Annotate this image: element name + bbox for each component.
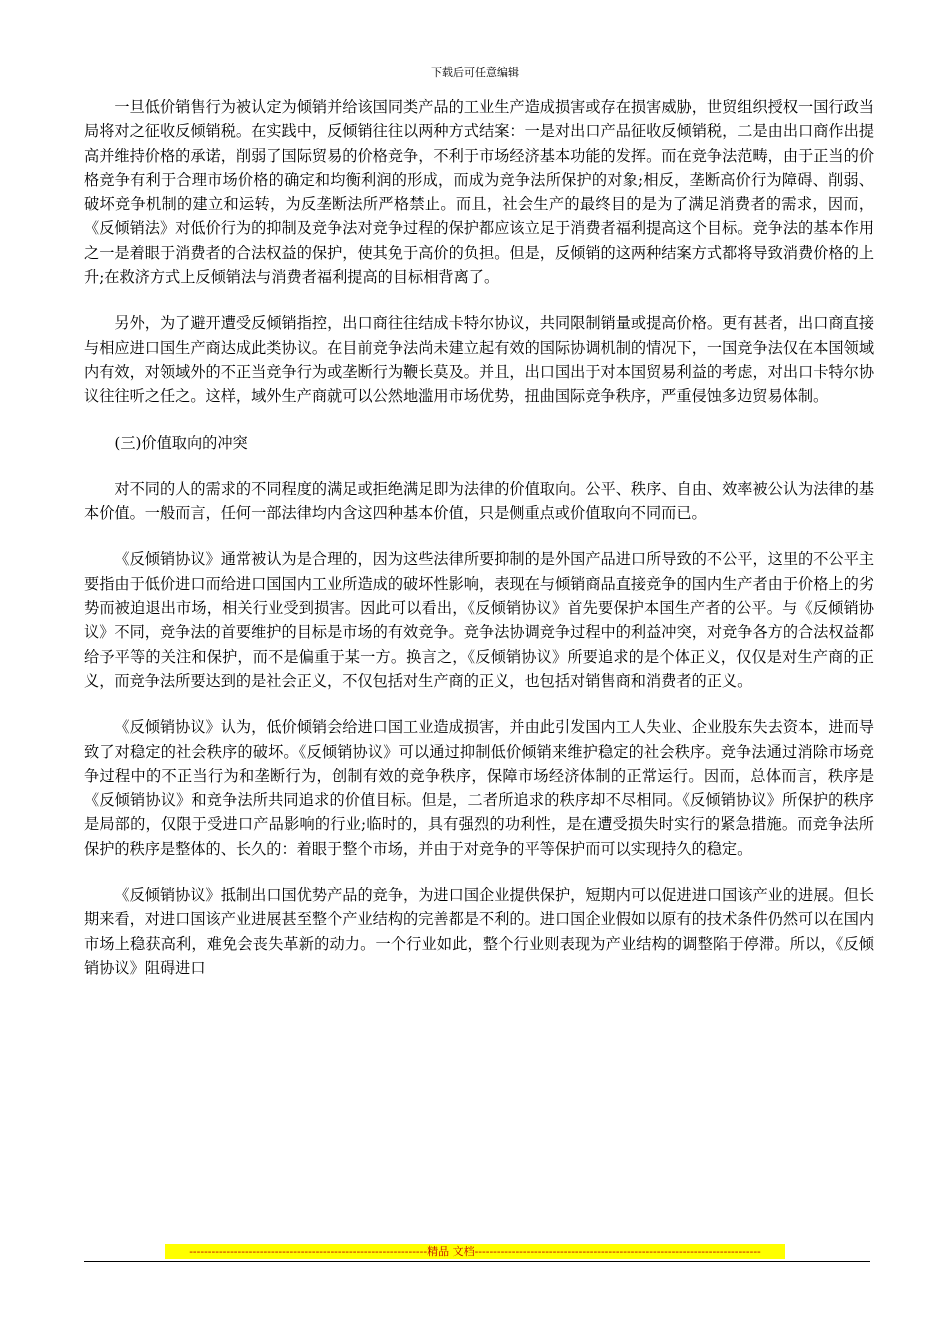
section-heading-value-conflict: (三)价值取向的冲突 bbox=[114, 433, 248, 452]
document-body bbox=[84, 95, 874, 1002]
page-header-note: 下载后可任意编辑 bbox=[431, 66, 519, 79]
paragraph-fairness: 《反倾销协议》通常被认为是合理的，因为这些法律所要抑制的是外国产品进口所导致的不公平，这里的不公平主要指由于低价进口而给进口国国内工业所造成的破坏性影响，表现在与倾销商品直接竞争的国内生产者由于价格上的劣势而被迫退出市场，相关行业受到损害。因此可以看出，《反倾销协议》首先要保护本国生产者的公平。与《反倾销协议》不同，竞争法的首要维护的目标是市场的有效竞争。竞争法协调竞争过程中的利益冲突，对竞争各方的合法权益都给予平等的关注和保护，而不是偏重于某一方。换言之，《反倾销协议》所要追求的是个体正义，仅仅是对生产商的正义，而竞争法所要达到的是社会正义，不仅包括对生产商的正义，也包括对销售商和消费者的正义。 bbox=[84, 550, 874, 690]
paragraph-legal-values: 对不同的人的需求的不同程度的满足或拒绝满足即为法律的价值取向。公平、秩序、自由、效率被公认为法律的基本价值。一般而言，任何一部法律均内含这四种基本价值，只是侧重点或价值取向不同而已。 bbox=[84, 479, 874, 523]
footer-banner: ----------------------------------------------------------------精品 文档----------------------------------------------------------------------------- bbox=[165, 1244, 785, 1259]
paragraph-cartel-agreements: 另外，为了避开遭受反倾销指控，出口商往往结成卡特尔协议，共同限制销量或提高价格。更有甚者，出口商直接与相应进口国生产商达成此类协议。在目前竞争法尚未建立起有效的国际协调机制的情况下，一国竞争法仅在本国领域内有效，对领域外的不正当竞争行为或垄断行为鞭长莫及。并且，出口国出于对本国贸易利益的考虑，对出口卡特尔协议往往听之任之。这样，域外生产商就可以公然地滥用市场优势，扭曲国际竞争秩序，严重侵蚀多边贸易体制。 bbox=[84, 314, 874, 406]
paragraph-efficiency: 《反倾销协议》抵制出口国优势产品的竞争，为进口国企业提供保护，短期内可以促进进口国该产业的进展。但长期来看，对进口国该产业进展甚至整个产业结构的完善都是不利的。进口国企业假如以原有的技术条件仍然可以在国内市场上稳获高利，难免会丧失革新的动力。一个行业如此，整个行业则表现为产业结构的调整陷于停滞。所以，《反倾销协议》阻碍进口 bbox=[84, 886, 874, 977]
paragraph-anti-dumping-settlement: 一旦低价销售行为被认定为倾销并给该国同类产品的工业生产造成损害或存在损害威胁，世贸组织授权一国行政当局将对之征收反倾销税。在实践中，反倾销往往以两种方式结案：一是对出口产品征收反倾销税，二是由出口商作出提高并维持价格的承诺，削弱了国际贸易的价格竞争，不利于市场经济基本功能的发挥。而在竞争法范畴，由于正当的价格竞争有利于合理市场价格的确定和均衡利润的形成，而成为竞争法所保护的对象;相反，垄断高价行为障碍、削弱、破坏竞争机制的建立和运转，为反垄断法所严格禁止。而且，社会生产的最终目的是为了满足消费者的需求，因而，《反倾销法》对低价行为的抑制及竞争法对竞争过程的保护都应该立足于消费者福利提高这个目标。竞争法的基本作用之一是着眼于消费者的合法权益的保护，使其免于高价的负担。但是，反倾销的这两种结案方式都将导致消费价格的上升;在救济方式上反倾销法与消费者福利提高的目标相背离了。 bbox=[84, 98, 874, 287]
paragraph-order: 《反倾销协议》认为，低价倾销会给进口国工业造成损害，并由此引发国内工人失业、企业股东失去资本，进而导致了对稳定的社会秩序的破坏。《反倾销协议》可以通过抑制低价倾销来维护稳定的社会秩序。竞争法通过消除市场竞争过程中的不正当行为和垄断行为，创制有效的竞争秩序，保障市场经济体制的正常运行。因而，总体而言，秩序是《反倾销协议》和竞争法所共同追求的价值目标。但是，二者所追求的秩序却不尽相同。《反倾销协议》所保护的秩序是局部的，仅限于受进口产品影响的行业;临时的，具有强烈的功利性，是在遭受损失时实行的紧急措施。而竞争法所保护的秩序是整体的、长久的：着眼于整个市场，并由于对竞争的平等保护而可以实现持久的稳定。 bbox=[84, 718, 874, 858]
footer-divider bbox=[84, 1261, 870, 1262]
